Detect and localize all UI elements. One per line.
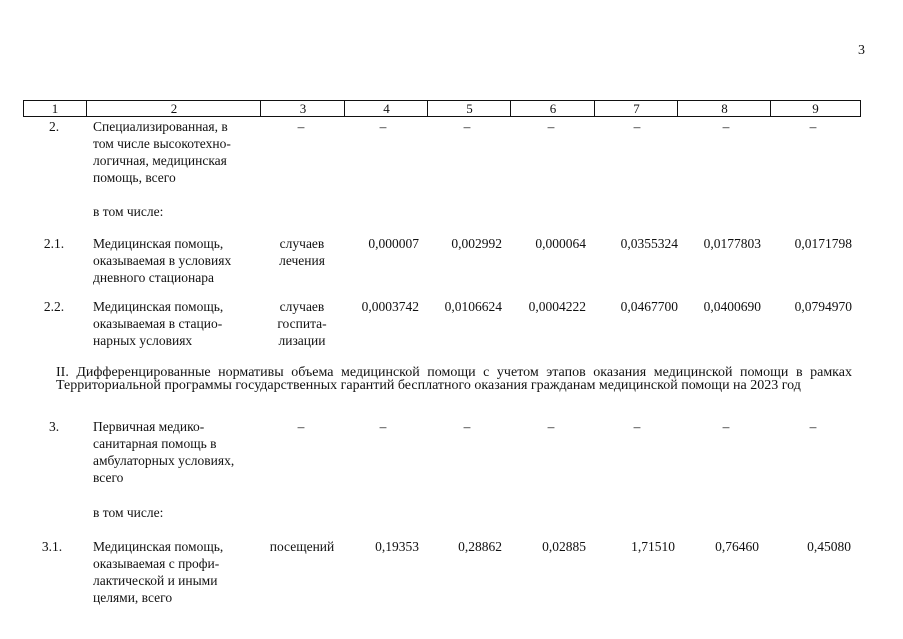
row-number: 2.2. [43,299,65,314]
desc-line: Специализированная, в [93,119,228,134]
value-cell: 0,76460 [715,539,759,554]
desc-line: том числе высокотехно- [93,136,231,151]
value-cell: 0,002992 [451,236,502,251]
unit-cell [262,298,342,349]
value-cell: – [463,119,471,134]
section-title: II. Дифференцированные нормативы объема медицинской помощи с учетом этапов оказания медицинской помощи в рамках Территориальной программы государственных гарантий бесплатного оказания гражданам медицинской помощи на 2023 год [56,365,852,393]
desc-line: дневного стационара [93,270,214,285]
row-number: 3. [48,419,60,434]
table-header-row [23,100,861,117]
value-cell: 0,28862 [458,539,502,554]
value-cell: 0,0400690 [703,299,761,314]
value-cell: 0,0106624 [444,299,502,314]
value-cell: 0,0003742 [361,299,419,314]
header-col-4: 4 [344,101,428,116]
value-cell: 0,0794970 [794,299,852,314]
desc-line: оказываемая с профи- [93,556,220,571]
row-number: 3.1. [41,539,63,554]
header-col-8: 8 [677,101,771,116]
value-cell: 0,000007 [368,236,419,251]
desc-line: Медицинская помощь, [93,299,224,314]
value-cell: 0,000064 [535,236,586,251]
value-cell: – [379,119,387,134]
value-cell: – [722,119,730,134]
header-col-1: 1 [51,101,59,116]
value-cell: – [379,419,387,434]
subheading: в том числе: [93,204,164,219]
row-number: 2. [48,119,60,134]
value-cell: 0,45080 [807,539,851,554]
unit-line: посещений [269,539,335,554]
desc-line: целями, всего [93,590,173,605]
desc-line: помощь, всего [93,170,176,185]
value-cell: 0,0004222 [528,299,586,314]
value-cell: 0,0355324 [620,236,678,251]
desc-line: Медицинская помощь, [93,539,224,554]
desc-line: нарных условиях [93,333,193,348]
value-cell: – [633,119,641,134]
header-col-9: 9 [770,101,860,116]
desc-line: логичная, медицинская [93,153,227,168]
unit-line: случаев [279,236,325,251]
header-col-7: 7 [594,101,678,116]
row-description [93,538,253,606]
desc-line: всего [93,470,124,485]
desc-line: оказываемая в стацио- [93,316,223,331]
value-cell: 0,0171798 [794,236,852,251]
value-cell: 0,02885 [542,539,586,554]
unit-line: госпита- [277,316,327,331]
row-description [93,235,253,286]
unit-line: лечения [279,253,325,268]
value-cell: 1,71510 [631,539,675,554]
page-number: 3 [858,43,865,58]
desc-line: Первичная медико- [93,419,205,434]
value-cell: – [547,119,555,134]
desc-line: амбулаторных условиях, [93,453,235,468]
unit-cell [262,538,342,555]
row-description [93,298,253,349]
desc-line: санитарная помощь в [93,436,217,451]
row-description [93,418,253,486]
header-col-2: 2 [86,101,261,116]
unit-line: лизации [278,333,326,348]
desc-line: оказываемая в условиях [93,253,232,268]
header-col-6: 6 [510,101,595,116]
value-cell: 0,0177803 [703,236,761,251]
desc-line: Медицинская помощь, [93,236,224,251]
value-cell: – [297,119,305,134]
header-col-5: 5 [427,101,511,116]
value-cell: – [809,119,817,134]
value-cell: – [722,419,730,434]
row-number: 2.1. [43,236,65,251]
value-cell: – [633,419,641,434]
header-col-3: 3 [260,101,345,116]
value-cell: – [547,419,555,434]
desc-line: лактической и иными [93,573,218,588]
value-cell: 0,19353 [375,539,419,554]
subheading: в том числе: [93,505,164,520]
unit-line: случаев [279,299,325,314]
value-cell: – [463,419,471,434]
unit-cell [262,235,342,269]
value-cell: 0,0467700 [620,299,678,314]
value-cell: – [297,419,305,434]
value-cell: – [809,419,817,434]
row-description [93,118,253,186]
